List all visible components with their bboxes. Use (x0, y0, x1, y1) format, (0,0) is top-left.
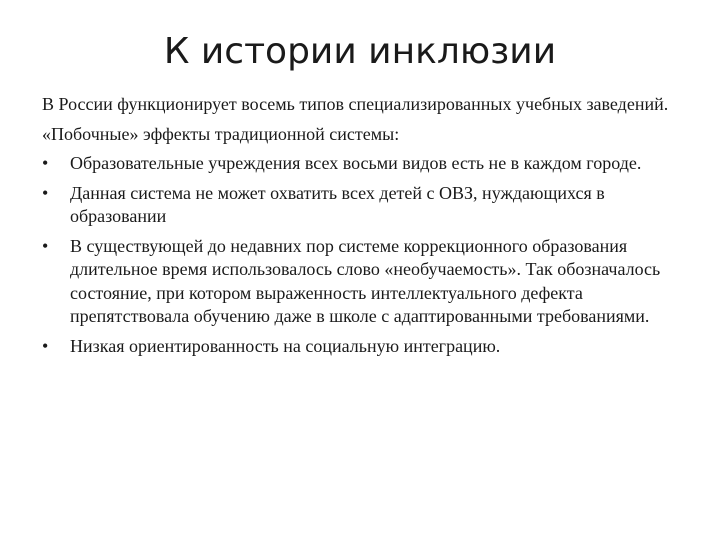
intro-paragraph: В России функционирует восемь типов специализированных учебных заведений. (42, 94, 669, 114)
bullet-text: Низкая ориентированность на социальную интеграцию. (70, 335, 501, 356)
bullet-dot-icon: • (42, 153, 49, 173)
bullet-item (42, 335, 682, 359)
slide-title: К истории инклюзии (163, 31, 557, 72)
bullet-text: В существующей до недавних пор системе коррекционного образования длительное время использовалось слово «необучаемость». Так обозначалось состояние, при котором выраженность интеллектуального дефекта препятствовала обучению даже в школе с адаптированными требованиями. (70, 235, 661, 326)
bullet-list (42, 152, 682, 358)
bullet-dot-icon: • (42, 335, 49, 356)
side-effects-heading: «Побочные» эффекты традиционной системы: (42, 123, 400, 144)
bullet-text: Образовательные учреждения всех восьми видов есть не в каждом городе. (70, 153, 642, 173)
bullet-item (42, 152, 682, 176)
bullet-text: Данная система не может охватить всех детей с ОВЗ, нуждающихся в образовании (70, 182, 605, 226)
bullet-dot-icon: • (42, 235, 49, 256)
bullet-item (42, 235, 682, 329)
bullet-item (42, 182, 682, 229)
slide-body (42, 93, 682, 364)
bullet-dot-icon: • (42, 182, 49, 203)
